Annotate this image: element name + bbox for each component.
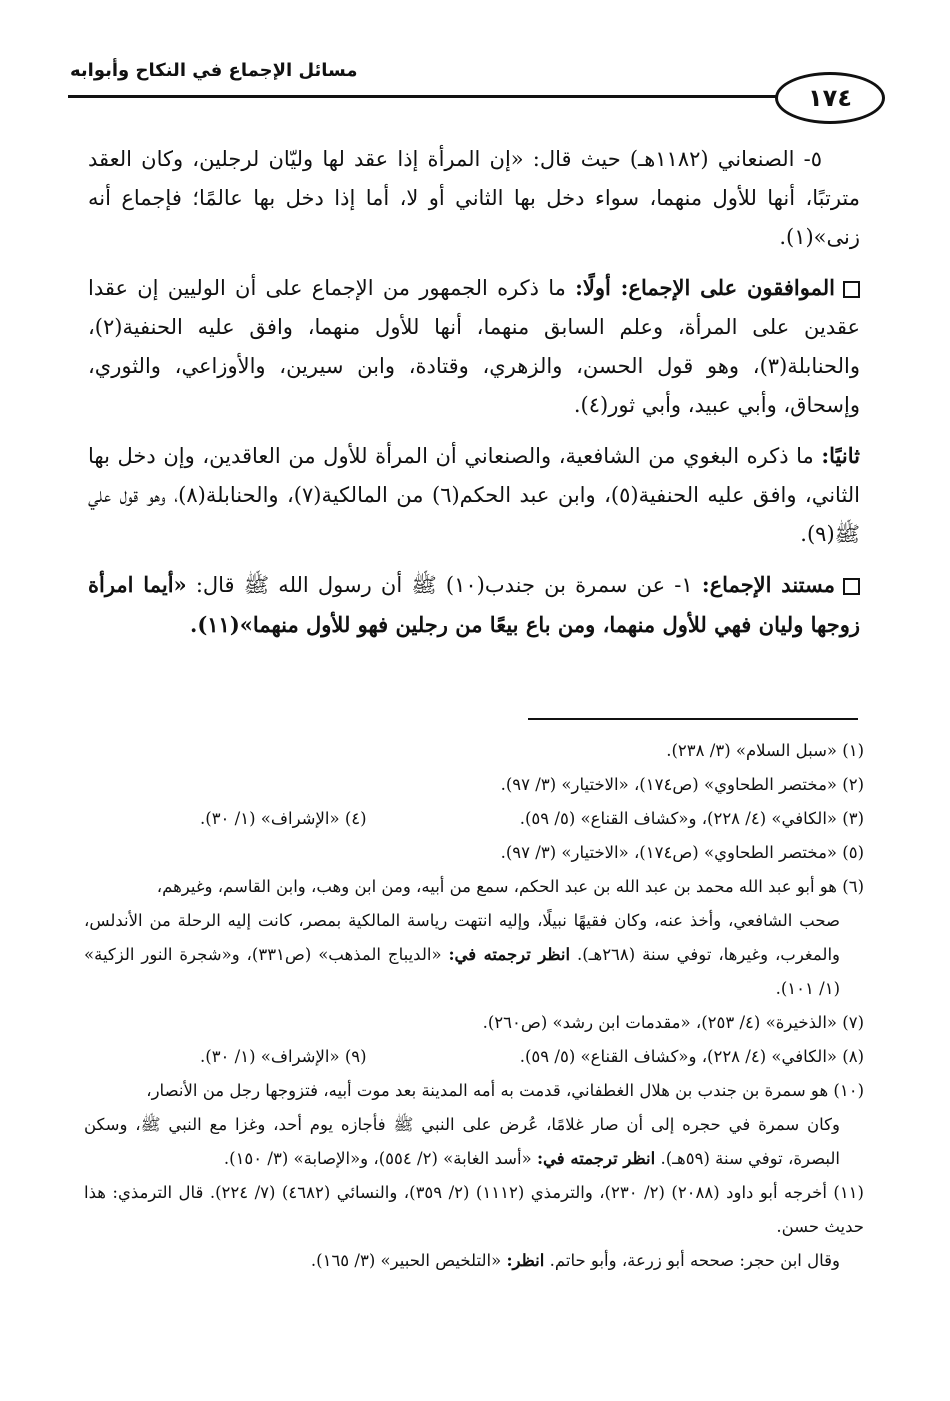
footnote-10-bio: وكان سمرة في حجره إلى أن صار غلامًا، عُرض على النبي ﷺ فأجازه يوم أحد، وغزا مع النبي ﷺ، وسكن البصرة، توفي سنة (٥٩هـ). <box>84 1115 840 1168</box>
footnote-9: (٩) «الإشراف» (١/ ٣٠). <box>200 1047 367 1066</box>
footnote-11-note: وقال ابن حجر: صححه أبو زرعة، وأبو حاتم. <box>549 1251 840 1270</box>
hadith-quote: «أيما امرأة زوجها وليان فهي للأول منهما، ومن باع بيعًا من رجلين فهو للأول منهما»(١١). <box>88 572 860 637</box>
footnote-1: (١) «سبل السلام» (٣/ ٢٣٨). <box>666 741 864 760</box>
footnote-10 <box>84 1074 864 1176</box>
paragraph-agreeing <box>88 268 860 425</box>
header-rule <box>68 95 790 98</box>
paragraph-second <box>88 436 860 554</box>
main-text <box>88 140 860 656</box>
footnote-6-continuation <box>84 904 864 1006</box>
footnote-4: (٤) «الإشراف» (١/ ٣٠). <box>200 809 367 828</box>
footnote-11-text: (١١) أخرجه أبو داود (٢٠٨٨) (٢/ ٢٣٠)، والترمذي (١١١٢) (٢/ ٣٥٩)، والنسائي (٤٦٨٢) (٧/ ٢٢٤). قال الترمذي: هذا حديث حسن. <box>84 1183 864 1236</box>
footnote-6-bio: صحب الشافعي، وأخذ عنه، وكان فقيهًا نبيلًا، وإليه انتهت رياسة المالكية بمصر، كانت إليه الرحلة من الأندلس، والمغرب، وغيرها، توفي سنة (٢٦٨هـ). <box>84 911 840 964</box>
footnote-11-continuation <box>84 1244 864 1278</box>
footnote-11-source: «التلخيص الحبير» (٣/ ١٦٥). <box>310 1251 502 1270</box>
paragraph-evidence <box>88 565 860 645</box>
footnote-10-source: «أسد الغابة» (٢/ ٥٥٤)، و«الإصابة» (٣/ ١٥٠). <box>223 1149 532 1168</box>
footnote-rule <box>528 718 858 720</box>
footnote-10-lead: انظر ترجمته في: <box>536 1149 656 1168</box>
footnote-10-continuation <box>84 1108 864 1176</box>
footnote-11 <box>84 1176 864 1244</box>
footnote-6-lead: انظر ترجمته في: <box>448 945 571 964</box>
section-heading-agreeing: الموافقون على الإجماع: أولًا: <box>575 275 835 300</box>
footnote-7: (٧) «الذخيرة» (٤/ ٢٥٣)، «مقدمات ابن رشد» (ص٢٦٠). <box>482 1013 864 1032</box>
footnote-row-8-9 <box>84 1040 864 1074</box>
footnote-6 <box>84 870 864 1006</box>
page-number: ١٧٤ <box>775 72 885 124</box>
footnote-6-source: «الديباج المذهب» (ص٣٣١)، و«شجرة النور الزكية» (١/ ١٠١). <box>84 945 840 998</box>
footnotes <box>84 734 864 1278</box>
section-box-icon <box>843 281 860 298</box>
running-title: مسائل الإجماع في النكاح وأبوابه <box>70 60 358 81</box>
footnote-6-line-1: (٦) هو أبو عبد الله محمد بن عبد الله بن عبد الحكم، سمع من أبيه، ومن ابن وهب، وابن القاسم، وغيرهم، <box>156 877 864 896</box>
paragraph-1: ٥- الصنعاني (١١٨٢هـ) حيث قال: «إن المرأة إذا عقد لها وليّان لرجلين، وكان العقد مترتبًا، أنها للأول منهما، سواء دخل بها الثاني أو لا، أما إذا دخل بها عالمًا؛ فإجماع أنه زنى»(١). <box>88 147 860 249</box>
paragraph-evidence-text: ١- عن سمرة بن جندب(١٠) ﷺ أن رسول الله ﷺ قال: <box>195 573 693 597</box>
paragraph-agreeing-text: ما ذكره الجمهور من الإجماع على أن الوليين إن عقدا عقدين على المرأة، وعلم السابق منهما، أنها للأول منهما، وافق عليه الحنفية(٢)، والحنابلة(٣)، وهو قول الحسن، والزهري، وقتادة، وابن سيرين، والأوزاعي، والثوري، وإسحاق، وأبي عبيد، وأبي ثور(٤). <box>88 276 860 417</box>
section-box-icon <box>843 578 860 595</box>
footnote-8: (٨) «الكافي» (٤/ ٢٢٨)، و«كشاف القناع» (٥/ ٥٩). <box>519 1047 864 1066</box>
footnote-11-lead: انظر: <box>506 1251 545 1270</box>
section-heading-evidence: مستند الإجماع: <box>701 572 835 597</box>
footnote-3: (٣) «الكافي» (٤/ ٢٢٨)، و«كشاف القناع» (٥/ ٥٩). <box>519 809 864 828</box>
footnote-5: (٥) «مختصر الطحاوي» (ص١٧٤)، «الاختيار» (٣/ ٩٧). <box>500 843 864 862</box>
section-heading-second: ثانيًا: <box>821 443 860 468</box>
footnote-10-line-1: (١٠) هو سمرة بن جندب بن هلال الغطفاني، قدمت به أمه المدينة بعد موت أبيه، فتزوجها رجل من الأنصار، <box>146 1081 864 1100</box>
paragraph-second-text: ما ذكره البغوي من الشافعية، والصنعاني أن المرأة للأول من العاقدين، وإن دخل بها الثاني، وافق عليه الحنفية(٥)، وابن عبد الحكم(٦) من المالكية(٧)، والحنابلة(٨)، وهو قول علي ﷺ(٩). <box>88 444 861 546</box>
footnote-2: (٢) «مختصر الطحاوي» (ص١٧٤)، «الاختيار» (٣/ ٩٧). <box>500 775 864 794</box>
footnote-row-3-4 <box>84 802 864 836</box>
